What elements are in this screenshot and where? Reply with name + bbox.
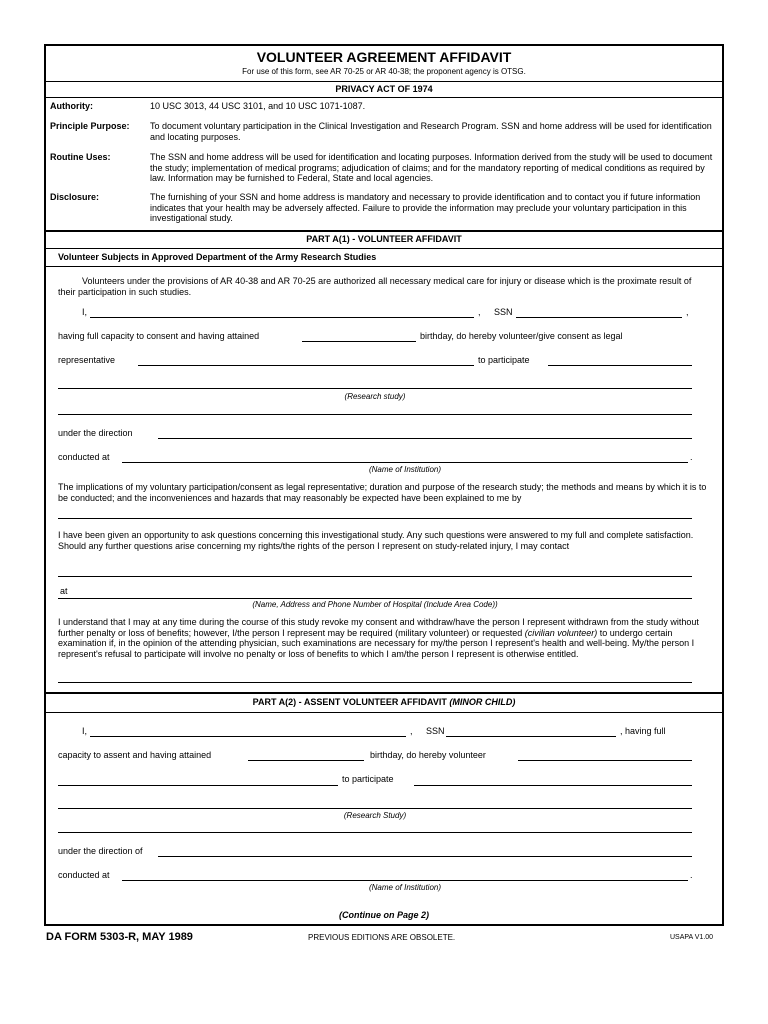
revoke-text — [58, 617, 710, 659]
ssn-field[interactable] — [516, 317, 682, 318]
routine-uses-label: Routine Uses: — [50, 152, 111, 162]
contact-field[interactable] — [58, 576, 692, 577]
divider — [46, 97, 722, 98]
routine-uses-text: The SSN and home address will be used for identification and locating purposes. Information derived from the study will be used to document the study; implementation of medical programs; adjudication of claims; and for the mandatory reporting of medical conditions as required by law. Information may be furnished to Federal, State and local agencies. — [150, 152, 713, 183]
a2-age-field[interactable] — [248, 760, 364, 761]
a2-conducted-label: conducted at — [58, 870, 110, 880]
questions-text: I have been given an opportunity to ask questions concerning this investigational study. Any such questions were answered to my full and complete satisfaction. Should any further questions arise concerning my rights/the rights of the person I represent on study-related injury, I may contact — [58, 530, 694, 551]
a2-participant-field[interactable] — [414, 785, 692, 786]
to-participate-label: to participate — [478, 355, 530, 365]
affidavit-form — [44, 44, 724, 926]
purpose-label: Principle Purpose: — [50, 121, 130, 131]
divider — [46, 230, 722, 232]
divider — [46, 248, 722, 249]
form-id: DA FORM 5303-R, MAY 1989 — [46, 931, 193, 943]
research-study-caption: (Research study) — [344, 392, 406, 401]
authority-text: 10 USC 3013, 44 USC 3101, and 10 USC 1071-1087. — [150, 101, 366, 111]
continue-note: (Continue on Page 2) — [339, 910, 429, 920]
comma: , — [478, 307, 481, 317]
divider — [46, 266, 722, 267]
revoke-text-part2: to undergo certain examination if, in the opinion of the attending physician, such examinations are necessary for my/the person I represent's health and well-being. My/the person I represent's refusal to participate will involve no penalty or loss of benefits to which I am/the person I represent is otherwise entitled. — [58, 627, 695, 659]
capacity-text: having full capacity to consent and having attained — [58, 331, 260, 341]
period: . — [690, 452, 693, 462]
implications-text: The implications of my voluntary participation/consent as legal representative; duration and purpose of the research study; the methods and means by which it is to be conducted; and the inconveniences and hazards that may reasonably be expected have been explained to me by — [58, 482, 707, 503]
a2-direction-field[interactable] — [158, 856, 692, 857]
part-a1-subheader: Volunteer Subjects in Approved Department of the Army Research Studies — [58, 252, 377, 262]
a2-institution-field[interactable] — [122, 880, 688, 881]
purpose-text: To document voluntary participation in the Clinical Investigation and Research Program. SSN and home address will be used for identification and locating purposes. — [150, 121, 712, 142]
a2-institution-caption: (Name of Institution) — [368, 883, 442, 892]
a2-name-field-2[interactable] — [58, 785, 338, 786]
part-a2-header-italic: (MINOR CHILD) — [449, 697, 516, 707]
at-label: at — [60, 586, 68, 596]
direction-field[interactable] — [158, 438, 692, 439]
divider — [46, 81, 722, 82]
revoke-text-part1: I understand that I may at any time during the course of this study revoke my consent and withdraw/have the person I represent withdrawn from the study without further penalty or loss of benefits; however, I/the person I represent may be required (military volunteer) or requested — [58, 617, 699, 638]
hospital-caption: (Name, Address and Phone Number of Hospital (Include Area Code)) — [252, 600, 498, 609]
representative-label: representative — [58, 355, 116, 365]
a2-research-field-2[interactable] — [58, 832, 692, 833]
a2-i-label: I, — [82, 726, 88, 736]
a2-research-caption: (Research Study) — [343, 811, 407, 820]
participant-field[interactable] — [548, 365, 692, 366]
a2-ssn-label: SSN — [426, 726, 445, 736]
disclosure-label: Disclosure: — [50, 192, 100, 202]
direction-label: under the direction — [58, 428, 133, 438]
a2-ssn-field[interactable] — [446, 736, 616, 737]
a2-capacity-text: capacity to assent and having attained — [58, 750, 212, 760]
version-note: USAPA V1.00 — [670, 934, 714, 941]
form-subtitle: For use of this form, see AR 70-25 or AR 40-38; the proponent agency is OTSG. — [242, 67, 526, 76]
privacy-act-header: PRIVACY ACT OF 1974 — [335, 84, 433, 94]
a2-having-full: , having full — [620, 726, 666, 736]
authority-label: Authority: — [50, 101, 93, 111]
explained-by-field[interactable] — [58, 518, 692, 519]
ssn-label: SSN — [494, 307, 513, 317]
a2-to-participate: to participate — [342, 774, 394, 784]
a2-research-field[interactable] — [58, 808, 692, 809]
i-label: I, — [82, 307, 88, 317]
divider — [46, 712, 722, 713]
representative-field[interactable] — [138, 365, 474, 366]
revoke-text-italic: (civilian volunteer) — [524, 627, 598, 638]
research-study-field-2[interactable] — [58, 414, 692, 415]
part-a2-header — [46, 697, 722, 707]
part-a1-header: PART A(1) - VOLUNTEER AFFIDAVIT — [306, 234, 462, 244]
a2-direction-label: under the direction of — [58, 846, 143, 856]
part-a1-intro: Volunteers under the provisions of AR 40-38 and AR 70-25 are authorized all necessary medical care for injury or disease which is the proximate result of their participation in such studies. — [58, 276, 692, 297]
revoke-field[interactable] — [58, 682, 692, 683]
birthday-text: birthday, do hereby volunteer/give consent as legal — [420, 331, 623, 341]
age-field[interactable] — [302, 341, 416, 342]
disclosure-text: The furnishing of your SSN and home address is mandatory and necessary to provide identification and to contact you if future information indicates that your health may be adversely affected. Failure to provide the information may preclude your voluntary participation in this investigational study. — [150, 192, 701, 223]
volunteer-name-field[interactable] — [90, 317, 474, 318]
comma: , — [410, 726, 413, 736]
form-title: VOLUNTEER AGREEMENT AFFIDAVIT — [256, 49, 512, 65]
hospital-field[interactable] — [58, 598, 692, 599]
a2-birthday-text: birthday, do hereby volunteer — [370, 750, 486, 760]
institution-caption: (Name of Institution) — [368, 465, 442, 474]
obsolete-note: PREVIOUS EDITIONS ARE OBSOLETE. — [308, 933, 456, 942]
period: . — [690, 870, 693, 880]
research-study-field[interactable] — [58, 388, 692, 389]
a2-name-field[interactable] — [90, 736, 406, 737]
a2-volunteer-field[interactable] — [518, 760, 692, 761]
institution-field[interactable] — [122, 462, 688, 463]
comma: , — [686, 307, 689, 317]
part-a2-header-text: PART A(2) - ASSENT VOLUNTEER AFFIDAVIT — [252, 697, 450, 707]
divider — [46, 692, 722, 694]
conducted-label: conducted at — [58, 452, 110, 462]
